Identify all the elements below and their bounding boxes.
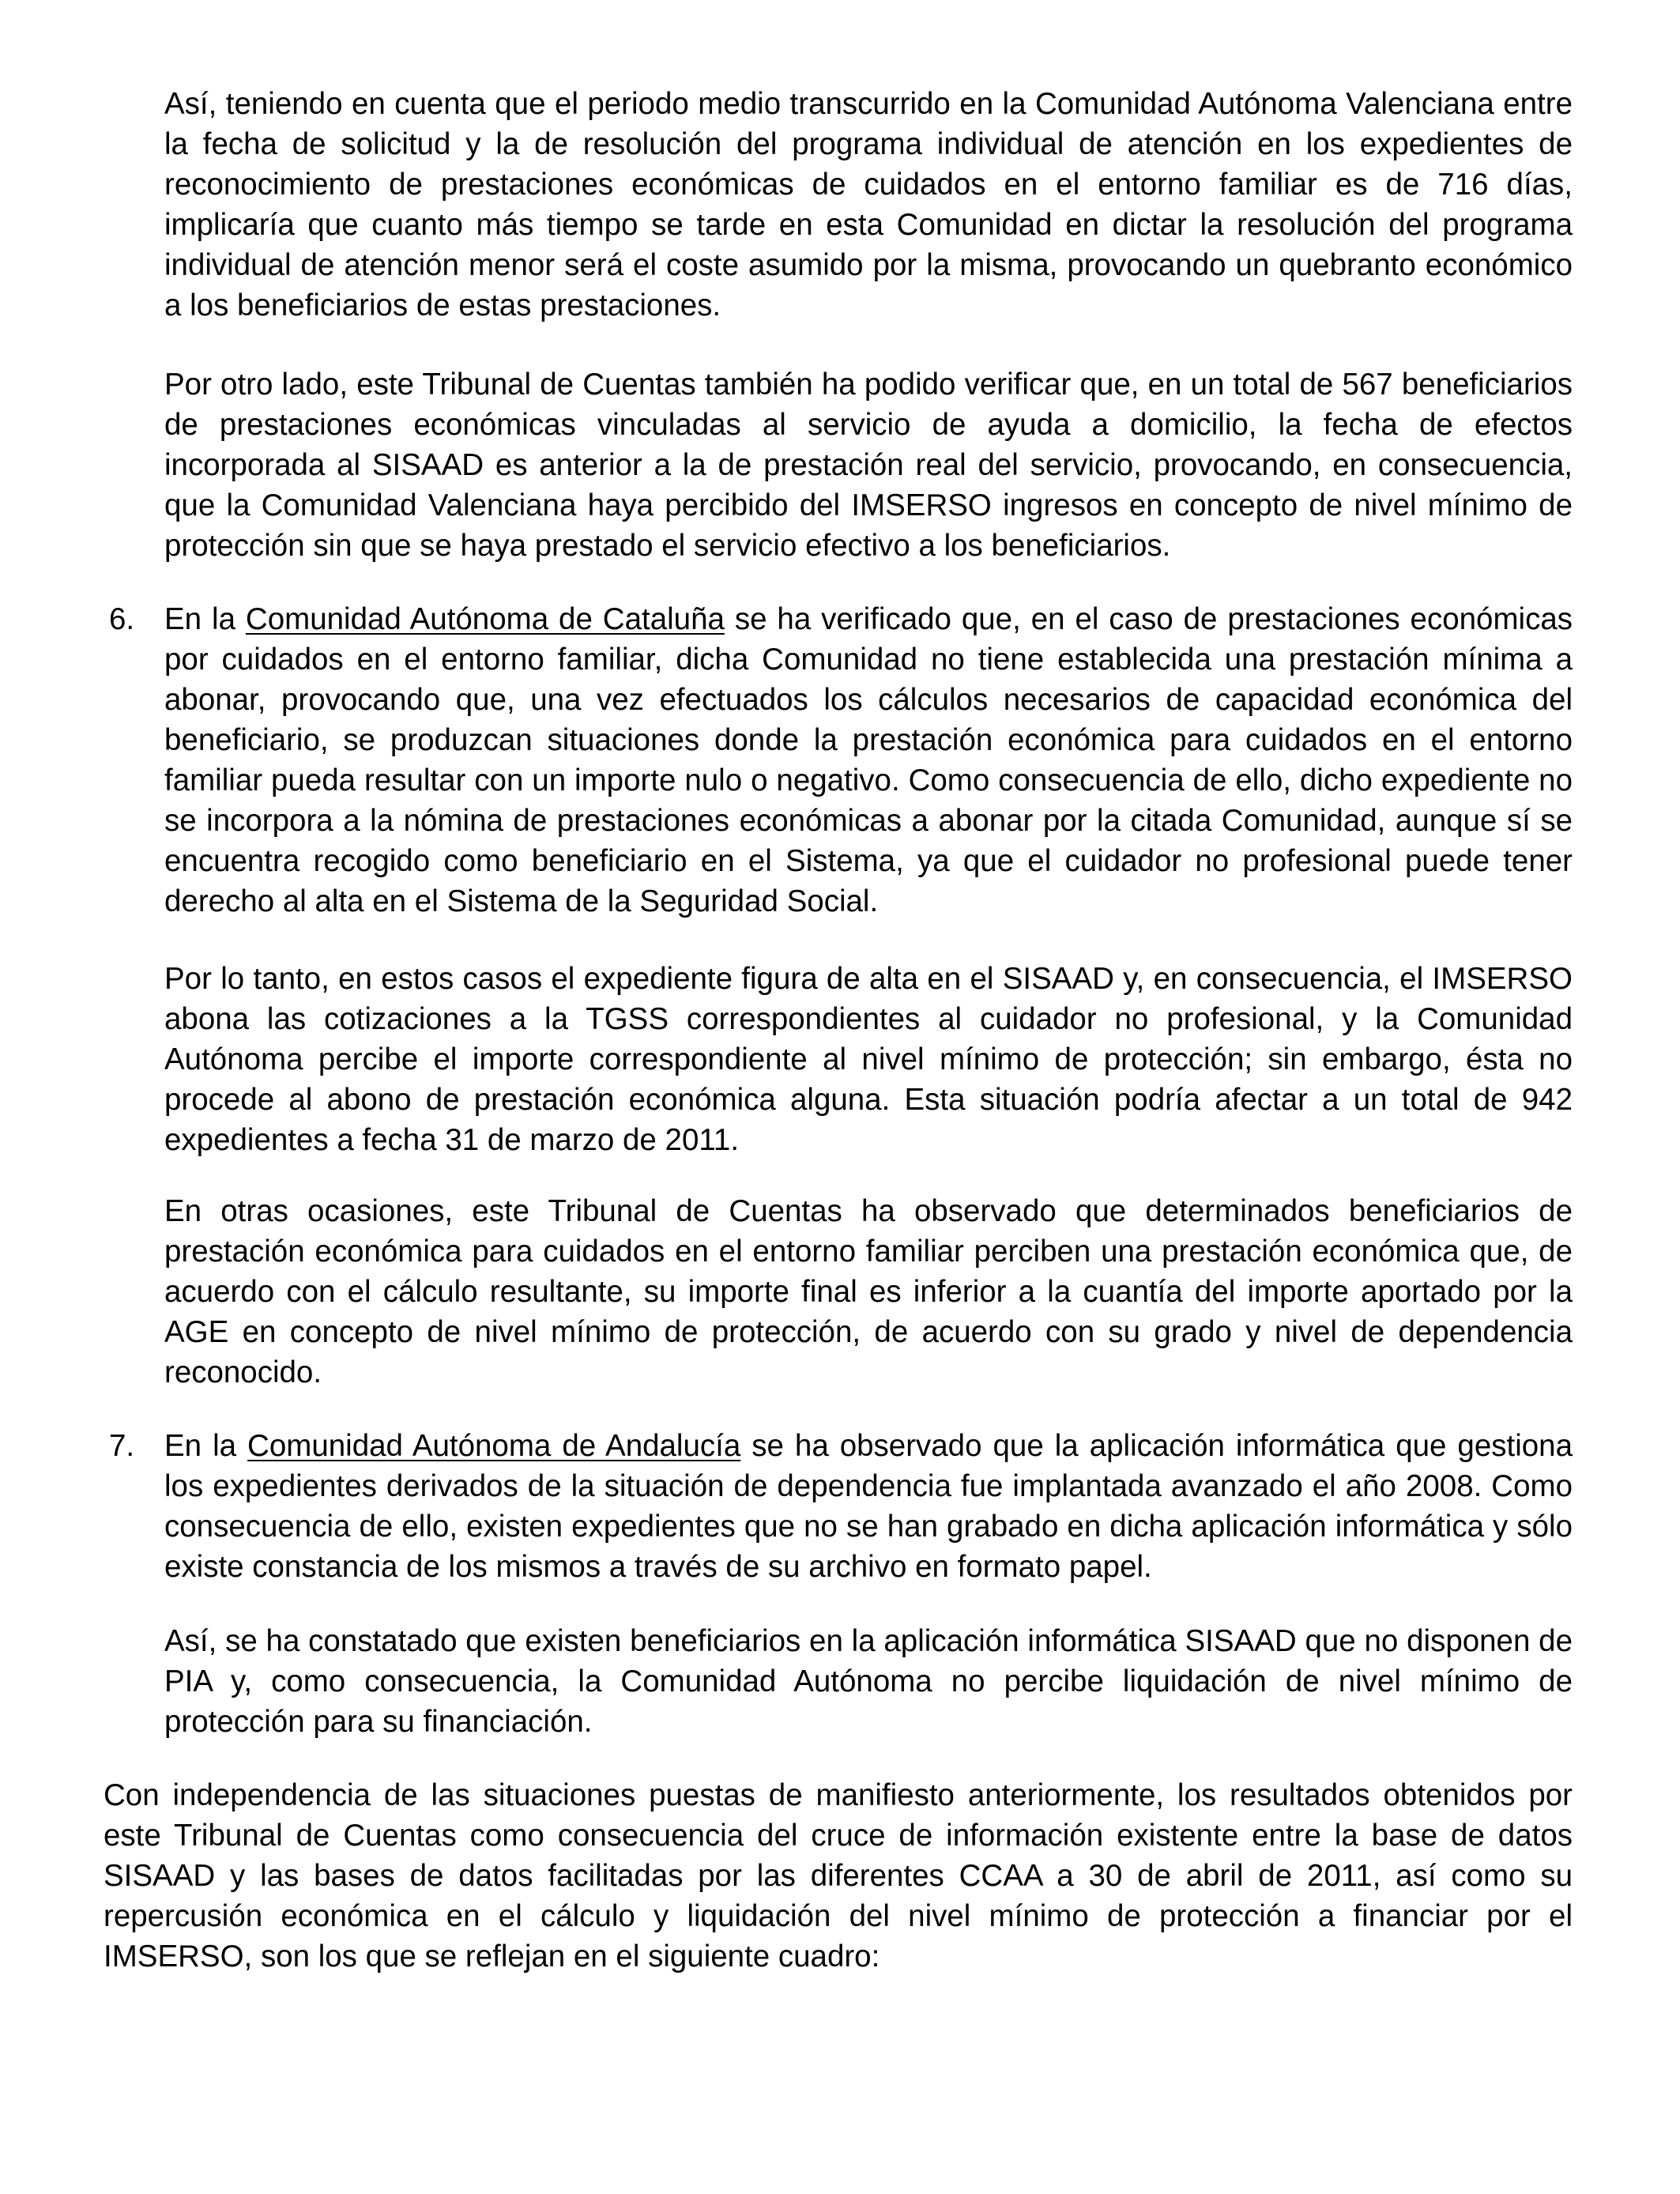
item6-body: se ha verificado que, en el caso de prestaciones económicas por cuidados en el entorno familiar, dicha Comunidad no tiene establecida una prestación mínima a abonar, provocando que, una vez efectuados los cálculos necesarios de capacidad económica del beneficiario, se produzcan situaciones donde la prestación económica para cuidados en el entorno familiar pueda resultar con un importe nulo o negativo. Como consecuencia de ello, dicho expediente no se incorpora a la nómina de prestaciones económicas a abonar por la citada Comunidad, aunque sí se encuentra recogido como beneficiario en el Sistema, ya que el cuidador no profesional puede tener derecho al alta en el Sistema de la Seguridad Social. (164, 602, 1573, 918)
item6-paragraph-2: Por lo tanto, en estos casos el expediente figura de alta en el SISAAD y, en consecuencia, el IMSERSO abona las cotizaciones a la TGSS correspondientes al cuidador no profesional, y la Comunidad Autónoma percibe el importe correspondiente al nivel mínimo de protección; sin embargo, ésta no procede al abono de prestación económica alguna. Esta situación podría afectar a un total de 942 expedientes a fecha 31 de marzo de 2011. (164, 962, 1573, 1157)
closing-paragraph: Con independencia de las situaciones puestas de manifiesto anteriormente, los resultados obtenidos por este Tribunal de Cuentas como consecuencia del cruce de información existente entre la base de datos SISAAD y las bases de datos facilitadas por las diferentes CCAA a 30 de abril de 2011, así como su repercusión económica en el cálculo y liquidación del nivel mínimo de protección a financiar por el IMSERSO, son los que se reflejan en el siguiente cuadro: (104, 1778, 1573, 1973)
paragraph-valenciana-cost: Así, teniendo en cuenta que el periodo medio transcurrido en la Comunidad Autónoma Valenciana entre la fecha de solicitud y la de resolución del programa individual de atención en los expedientes de reconocimiento de prestaciones económicas de cuidados en el entorno familiar es de 716 días, implicaría que cuanto más tiempo se tarde en esta Comunidad en dictar la resolución del programa individual de atención menor será el coste asumido por la misma, provocando un quebranto económico a los beneficiarios de estas prestaciones. (164, 87, 1573, 322)
item6-cataluna-paragraph (164, 599, 1573, 922)
list-number-7: 7. (109, 1429, 135, 1463)
list-number-6: 6. (109, 602, 135, 636)
item7-lead: En la (164, 1429, 248, 1463)
item6-lead: En la (164, 602, 246, 636)
item7-body: se ha observado que la aplicación informática que gestiona los expedientes derivados de la situación de dependencia fue implantada avanzado el año 2008. Como consecuencia de ello, existen expedientes que no se han grabado en dicha aplicación informática y sólo existe constancia de los mismos a través de su archivo en formato papel. (164, 1429, 1573, 1584)
item7-region-name: Comunidad Autónoma de Andalucía (247, 1429, 741, 1463)
paragraph-valenciana-effects-date: Por otro lado, este Tribunal de Cuentas también ha podido verificar que, en un total de 567 beneficiarios de prestaciones económicas vinculadas al servicio de ayuda a domicilio, la fecha de efectos incorporada al SISAAD es anterior a la de prestación real del servicio, provocando, en consecuencia, que la Comunidad Valenciana haya percibido del IMSERSO ingresos en concepto de nivel mínimo de protección sin que se haya prestado el servicio efectivo a los beneficiarios. (164, 368, 1573, 563)
item6-paragraph-3: En otras ocasiones, este Tribunal de Cuentas ha observado que determinados beneficiarios de prestación económica para cuidados en el entorno familiar perciben una prestación económica que, de acuerdo con el cálculo resultante, su importe final es inferior a la cuantía del importe aportado por la AGE en concepto de nivel mínimo de protección, de acuerdo con su grado y nivel de dependencia reconocido. (164, 1194, 1573, 1389)
item6-region-name: Comunidad Autónoma de Cataluña (245, 602, 725, 636)
item7-paragraph-2: Así, se ha constatado que existen beneficiarios en la aplicación informática SISAAD que no disponen de PIA y, como consecuencia, la Comunidad Autónoma no percibe liquidación de nivel mínimo de protección para su financiación. (164, 1624, 1573, 1739)
item7-andalucia-paragraph (164, 1426, 1573, 1587)
